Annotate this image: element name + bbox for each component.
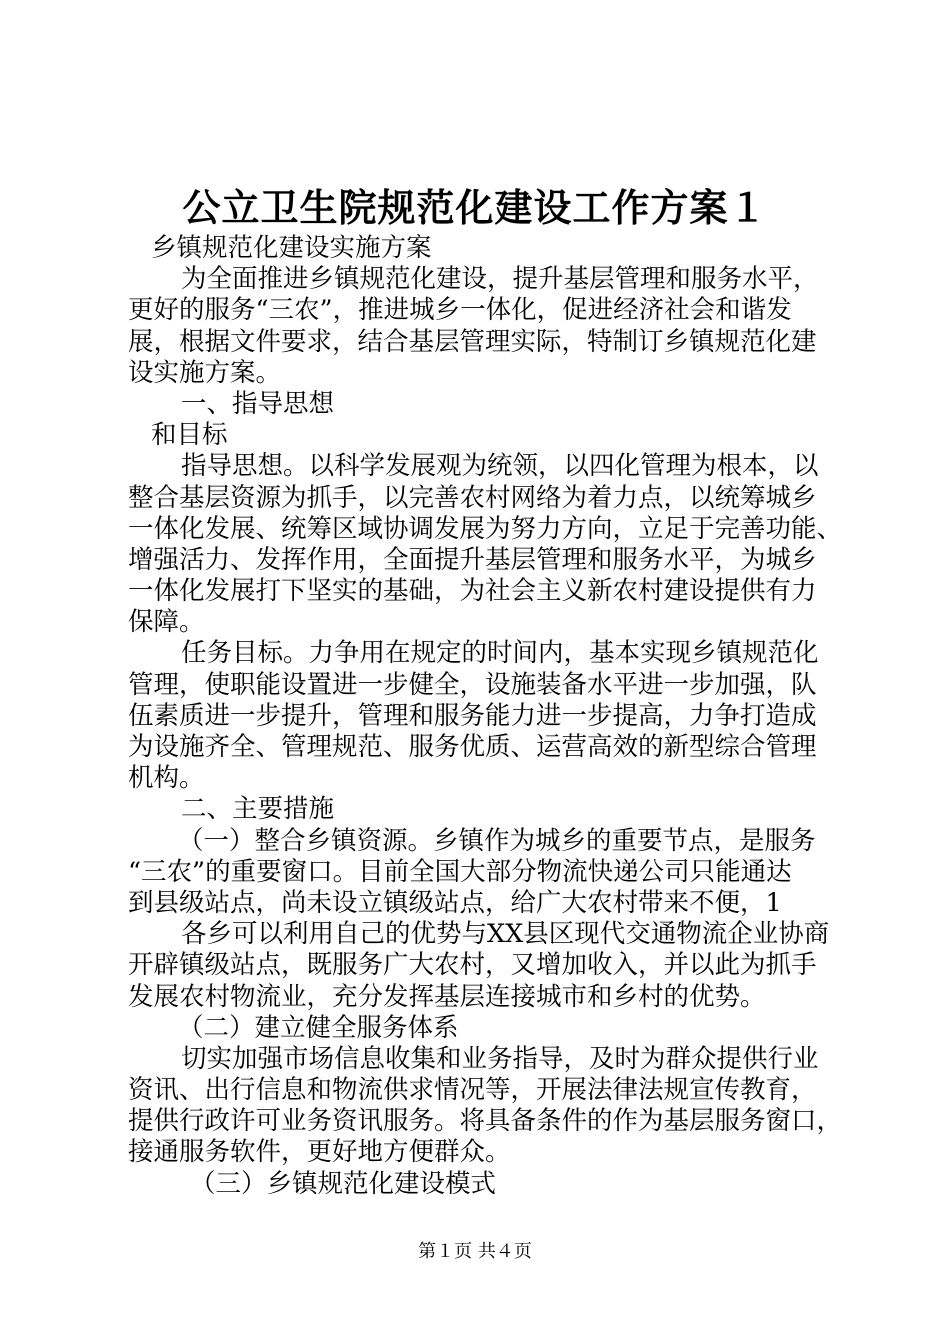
text-line: 一体化发展、统筹区域协调发展为努力方向，立足于完善功能、 — [128, 513, 843, 544]
text-line: 更好的服务“三农”，推进城乡一体化，促进经济社会和谐发 — [128, 295, 792, 326]
subsection-heading: （一）整合乡镇资源。乡镇作为城乡的重要节点，是服务 — [178, 825, 816, 856]
document-title: 公立卫生院规范化建设工作方案１ — [182, 185, 768, 230]
document-body — [128, 233, 843, 1200]
text-line: 为全面推进乡镇规范化建设，提升基层管理和服务水平， — [181, 264, 819, 295]
text-line: 整合基层资源为抓手，以完善农村网络为着力点，以统筹城乡 — [128, 482, 817, 513]
text-line: 任务目标。力争用在规定的时间内，基本实现乡镇规范化 — [181, 638, 819, 669]
section-heading-continuation: 和目标 — [151, 420, 228, 451]
page-footer: 第１页 共４页 — [418, 1241, 532, 1262]
text-line: 各乡可以利用自己的优势与XX县区现代交通物流企业协商 — [181, 919, 830, 950]
section-heading: 二、主要措施 — [181, 794, 335, 825]
text-line: 为设施齐全、管理规范、服务优质、运营高效的新型综合管理 — [128, 732, 817, 762]
section-heading: 一、指导思想 — [181, 388, 335, 419]
text-line: 资讯、出行信息和物流供求情况等，开展法律法规宣传教育， — [128, 1075, 817, 1106]
text-line: 乡镇规范化建设实施方案 — [151, 233, 432, 263]
text-line: 开辟镇级站点，既服务广大农村，又增加收入，并以此为抓手 — [128, 950, 817, 981]
text-line: 接通服务软件，更好地方便群众。 — [128, 1137, 511, 1168]
text-line: 展，根据文件要求，结合基层管理实际，特制订乡镇规范化建 — [128, 326, 817, 357]
text-line: 到县级站点，尚未设立镇级站点，给广大农村带来不便，1 — [128, 887, 782, 918]
text-line: 管理，使职能设置进一步健全，设施装备水平进一步加强，队 — [128, 669, 817, 700]
text-line: 提供行政许可业务资讯服务。将具备条件的作为基层服务窗口， — [128, 1106, 843, 1137]
text-line: “三农”的重要窗口。目前全国大部分物流快递公司只能通达 — [128, 856, 792, 887]
text-line: 一体化发展打下坚实的基础，为社会主义新农村建设提供有力 — [128, 576, 817, 607]
text-line: 指导思想。以科学发展观为统领，以四化管理为根本，以 — [181, 451, 819, 482]
text-line: 保障。 — [128, 607, 205, 638]
text-line: 发展农村物流业，充分发挥基层连接城市和乡村的优势。 — [128, 981, 766, 1012]
text-line: 设实施方案。 — [128, 357, 282, 388]
subsection-heading: （二）建立健全服务体系 — [178, 1012, 459, 1043]
text-line: 增强活力、发挥作用，全面提升基层管理和服务水平，为城乡 — [128, 544, 817, 575]
subsection-heading: （三）乡镇规范化建设模式 — [190, 1168, 497, 1199]
text-line: 机构。 — [128, 763, 205, 794]
text-line: 切实加强市场信息收集和业务指导，及时为群众提供行业 — [181, 1043, 819, 1074]
text-line: 伍素质进一步提升，管理和服务能力进一步提高，力争打造成 — [128, 700, 817, 731]
